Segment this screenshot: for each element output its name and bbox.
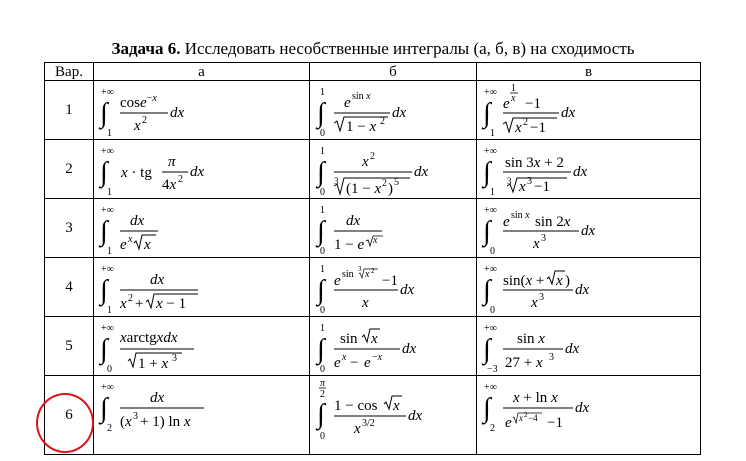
svg-text:e: e [505, 415, 512, 431]
svg-text:+∞: +∞ [101, 146, 114, 157]
svg-text:3: 3 [541, 233, 546, 244]
svg-text:+∞: +∞ [101, 382, 114, 393]
svg-text:1: 1 [320, 87, 325, 98]
integral-3b [310, 199, 477, 258]
integral-5a [94, 317, 310, 376]
svg-text:1 − cos: 1 − cos [334, 398, 378, 414]
svg-text:∫: ∫ [317, 216, 325, 247]
svg-text:2: 2 [128, 293, 133, 304]
svg-text:x: x [533, 236, 540, 252]
svg-text:2: 2 [490, 423, 495, 434]
svg-text:3: 3 [133, 411, 138, 422]
svg-text:1: 1 [107, 187, 112, 198]
svg-text:x: x [120, 296, 127, 312]
svg-text:1 + x: 1 + x [138, 356, 169, 372]
svg-text:dx: dx [346, 213, 361, 229]
svg-text:x: x [556, 273, 563, 289]
svg-text:−3: −3 [487, 364, 498, 375]
header-a: а [94, 63, 310, 81]
table-row [45, 376, 701, 455]
svg-text:3: 3 [334, 176, 339, 186]
integral-6b [310, 376, 477, 455]
svg-text:1: 1 [107, 305, 112, 316]
table-row [45, 199, 701, 258]
svg-text:x: x [371, 331, 378, 347]
integral-4b [310, 258, 477, 317]
svg-text:x: x [373, 235, 378, 246]
variant-number: 6 [45, 376, 94, 455]
svg-text:−1: −1 [547, 415, 563, 431]
svg-text:x: x [515, 120, 522, 136]
svg-text:3: 3 [358, 265, 362, 273]
svg-text:+∞: +∞ [484, 205, 497, 216]
svg-text:): ) [565, 273, 570, 289]
svg-text:dx: dx [392, 105, 407, 121]
svg-text:0: 0 [320, 246, 325, 257]
svg-text:0: 0 [490, 305, 495, 316]
svg-text:x · tg: x · tg [121, 165, 152, 181]
svg-text:e: e [120, 237, 127, 253]
svg-text:+∞: +∞ [484, 87, 497, 98]
svg-text:e: e [364, 355, 371, 371]
svg-text:dx: dx [565, 341, 580, 357]
svg-text:∫: ∫ [483, 216, 491, 247]
header-v: в [477, 63, 701, 81]
svg-text:x: x [362, 295, 369, 311]
svg-text:3: 3 [507, 176, 512, 186]
svg-text:2: 2 [178, 174, 183, 185]
svg-text:xarctgxdx: xarctgxdx [120, 330, 178, 346]
svg-text:4x: 4x [162, 177, 177, 193]
svg-text:2: 2 [524, 411, 528, 419]
svg-text:dx: dx [573, 164, 588, 180]
svg-text:3/2: 3/2 [362, 418, 375, 429]
variant-number: 2 [45, 140, 94, 199]
svg-text:dx: dx [170, 105, 185, 121]
svg-text:x: x [531, 295, 538, 311]
svg-text:x: x [393, 398, 400, 414]
svg-text:x: x [362, 154, 369, 170]
svg-text:0: 0 [320, 364, 325, 375]
header-row [45, 63, 701, 81]
svg-text:dx: dx [408, 408, 423, 424]
svg-text:−: − [350, 355, 359, 371]
svg-text:∫: ∫ [317, 157, 325, 188]
svg-text:π: π [168, 154, 176, 170]
svg-text:x: x [144, 237, 151, 253]
svg-text:∫: ∫ [100, 393, 108, 424]
svg-text:x − 1: x − 1 [156, 296, 187, 312]
svg-text:sin(x +: sin(x + [503, 273, 545, 289]
svg-text:sin 3x + 2: sin 3x + 2 [505, 155, 564, 171]
svg-text:dx: dx [561, 105, 576, 121]
svg-text:x: x [128, 234, 133, 245]
svg-text:x: x [519, 179, 526, 195]
svg-text:(x: (x [120, 414, 132, 430]
integral-1b [310, 81, 477, 140]
table-row [45, 81, 701, 140]
svg-text:27 + x: 27 + x [505, 355, 543, 371]
svg-text:−x: −x [372, 352, 383, 363]
integral-4v [477, 258, 701, 317]
svg-text:∫: ∫ [317, 399, 325, 430]
svg-text:−1: −1 [525, 96, 541, 112]
integral-5b [310, 317, 477, 376]
svg-text:3: 3 [549, 352, 554, 363]
svg-text:+∞: +∞ [484, 323, 497, 334]
integral-1v [477, 81, 701, 140]
task-title [0, 38, 746, 60]
svg-text:1: 1 [490, 187, 495, 198]
svg-text:x + ln x: x + ln x [513, 390, 558, 406]
svg-text:∫: ∫ [317, 275, 325, 306]
svg-text:∫: ∫ [483, 98, 491, 129]
svg-text:+∞: +∞ [101, 205, 114, 216]
svg-text:dx: dx [575, 400, 590, 416]
svg-text:dx: dx [130, 213, 145, 229]
svg-text:dx: dx [190, 164, 205, 180]
svg-text:dx: dx [575, 282, 590, 298]
svg-text:x: x [519, 413, 523, 423]
svg-text:dx: dx [402, 341, 417, 357]
svg-text:0: 0 [490, 246, 495, 257]
task-text: Исследовать несобственные интегралы (а, б, в) на сходимость [184, 39, 635, 58]
svg-text:e: e [334, 355, 341, 371]
svg-text:1: 1 [320, 205, 325, 216]
svg-text:+∞: +∞ [101, 323, 114, 334]
svg-text:∫: ∫ [317, 334, 325, 365]
svg-text:x: x [134, 118, 141, 134]
svg-text:−4: −4 [528, 413, 538, 423]
svg-text:2: 2 [371, 267, 375, 275]
svg-text:sin x: sin x [511, 210, 530, 221]
svg-text:∫: ∫ [483, 275, 491, 306]
svg-text:3: 3 [539, 292, 544, 303]
header-variant: Вар. [45, 63, 94, 81]
svg-text:2: 2 [142, 115, 147, 126]
svg-text:+∞: +∞ [484, 264, 497, 275]
variant-number: 5 [45, 317, 94, 376]
svg-text:1: 1 [490, 128, 495, 139]
svg-text:e: e [344, 95, 351, 111]
svg-text:+: + [135, 296, 144, 312]
svg-text:∫: ∫ [483, 157, 491, 188]
svg-text:−1: −1 [382, 273, 398, 289]
svg-text:∫: ∫ [483, 393, 491, 424]
variant-number: 4 [45, 258, 94, 317]
integral-3a [94, 199, 310, 258]
svg-text:1 − x: 1 − x [346, 119, 377, 135]
integral-3v [477, 199, 701, 258]
svg-text:sin: sin [342, 269, 354, 280]
svg-text:2: 2 [523, 117, 528, 128]
svg-text:dx: dx [581, 223, 596, 239]
svg-text:3: 3 [527, 176, 532, 187]
integral-2b [310, 140, 477, 199]
table-row [45, 258, 701, 317]
svg-text:1: 1 [320, 323, 325, 334]
svg-text:2: 2 [382, 178, 387, 189]
integral-4a [94, 258, 310, 317]
svg-text:sin x: sin x [352, 91, 371, 102]
integrals-table [44, 62, 701, 455]
svg-text:∫: ∫ [483, 334, 491, 365]
integral-2v [477, 140, 701, 199]
svg-text:∫: ∫ [100, 334, 108, 365]
svg-text:dx: dx [150, 390, 165, 406]
svg-text:1: 1 [320, 146, 325, 157]
integral-5v [477, 317, 701, 376]
svg-text:−1: −1 [534, 179, 550, 195]
svg-text:∫: ∫ [100, 157, 108, 188]
svg-text:+∞: +∞ [101, 264, 114, 275]
svg-text:2: 2 [107, 423, 112, 434]
svg-text:): ) [388, 181, 393, 197]
svg-text:2: 2 [370, 151, 375, 162]
variant-number: 1 [45, 81, 94, 140]
svg-text:−1: −1 [530, 120, 546, 136]
svg-text:∫: ∫ [100, 275, 108, 306]
header-b: б [310, 63, 477, 81]
integral-6v [477, 376, 701, 455]
task-label: Задача 6. [111, 39, 181, 58]
svg-text:+∞: +∞ [484, 382, 497, 393]
svg-text:1 − e: 1 − e [334, 237, 365, 253]
highlight-circle [36, 393, 94, 453]
svg-text:1: 1 [107, 246, 112, 257]
svg-text:dx: dx [400, 282, 415, 298]
svg-text:2: 2 [380, 116, 385, 127]
svg-text:x: x [365, 269, 370, 280]
integral-2a [94, 140, 310, 199]
svg-text:dx: dx [150, 272, 165, 288]
svg-text:1: 1 [320, 264, 325, 275]
svg-text:∫: ∫ [100, 216, 108, 247]
svg-text:sin 2x: sin 2x [535, 214, 571, 230]
svg-text:1: 1 [107, 128, 112, 139]
table-row [45, 317, 701, 376]
svg-text:x: x [511, 93, 516, 104]
svg-text:0: 0 [320, 431, 325, 442]
svg-text:1: 1 [511, 83, 516, 94]
variant-number: 3 [45, 199, 94, 258]
svg-text:+ 1) ln x: + 1) ln x [140, 414, 191, 430]
svg-text:+∞: +∞ [484, 146, 497, 157]
svg-text:x: x [342, 352, 347, 363]
svg-text:0: 0 [320, 187, 325, 198]
svg-text:0: 0 [320, 128, 325, 139]
svg-text:e: e [503, 214, 510, 230]
svg-text:x: x [354, 421, 361, 437]
svg-text:3: 3 [172, 353, 177, 364]
svg-text:2: 2 [320, 389, 325, 400]
svg-text:5: 5 [394, 177, 399, 188]
svg-text:sin: sin [340, 331, 358, 347]
svg-text:e: e [503, 96, 510, 112]
integral-6a [94, 376, 310, 455]
svg-text:sin x: sin x [517, 331, 545, 347]
svg-text:π: π [320, 378, 326, 389]
svg-text:cose−x: cose$^{-x}$ [120, 93, 157, 111]
svg-text:∫: ∫ [317, 98, 325, 129]
table-row [45, 140, 701, 199]
integral-1a [94, 81, 310, 140]
svg-text:∫: ∫ [100, 98, 108, 129]
svg-text:dx: dx [414, 164, 429, 180]
svg-text:+∞: +∞ [101, 87, 114, 98]
svg-text:(1 − x: (1 − x [346, 181, 382, 197]
svg-text:0: 0 [320, 305, 325, 316]
svg-text:e: e [334, 273, 341, 289]
svg-text:0: 0 [107, 364, 112, 375]
